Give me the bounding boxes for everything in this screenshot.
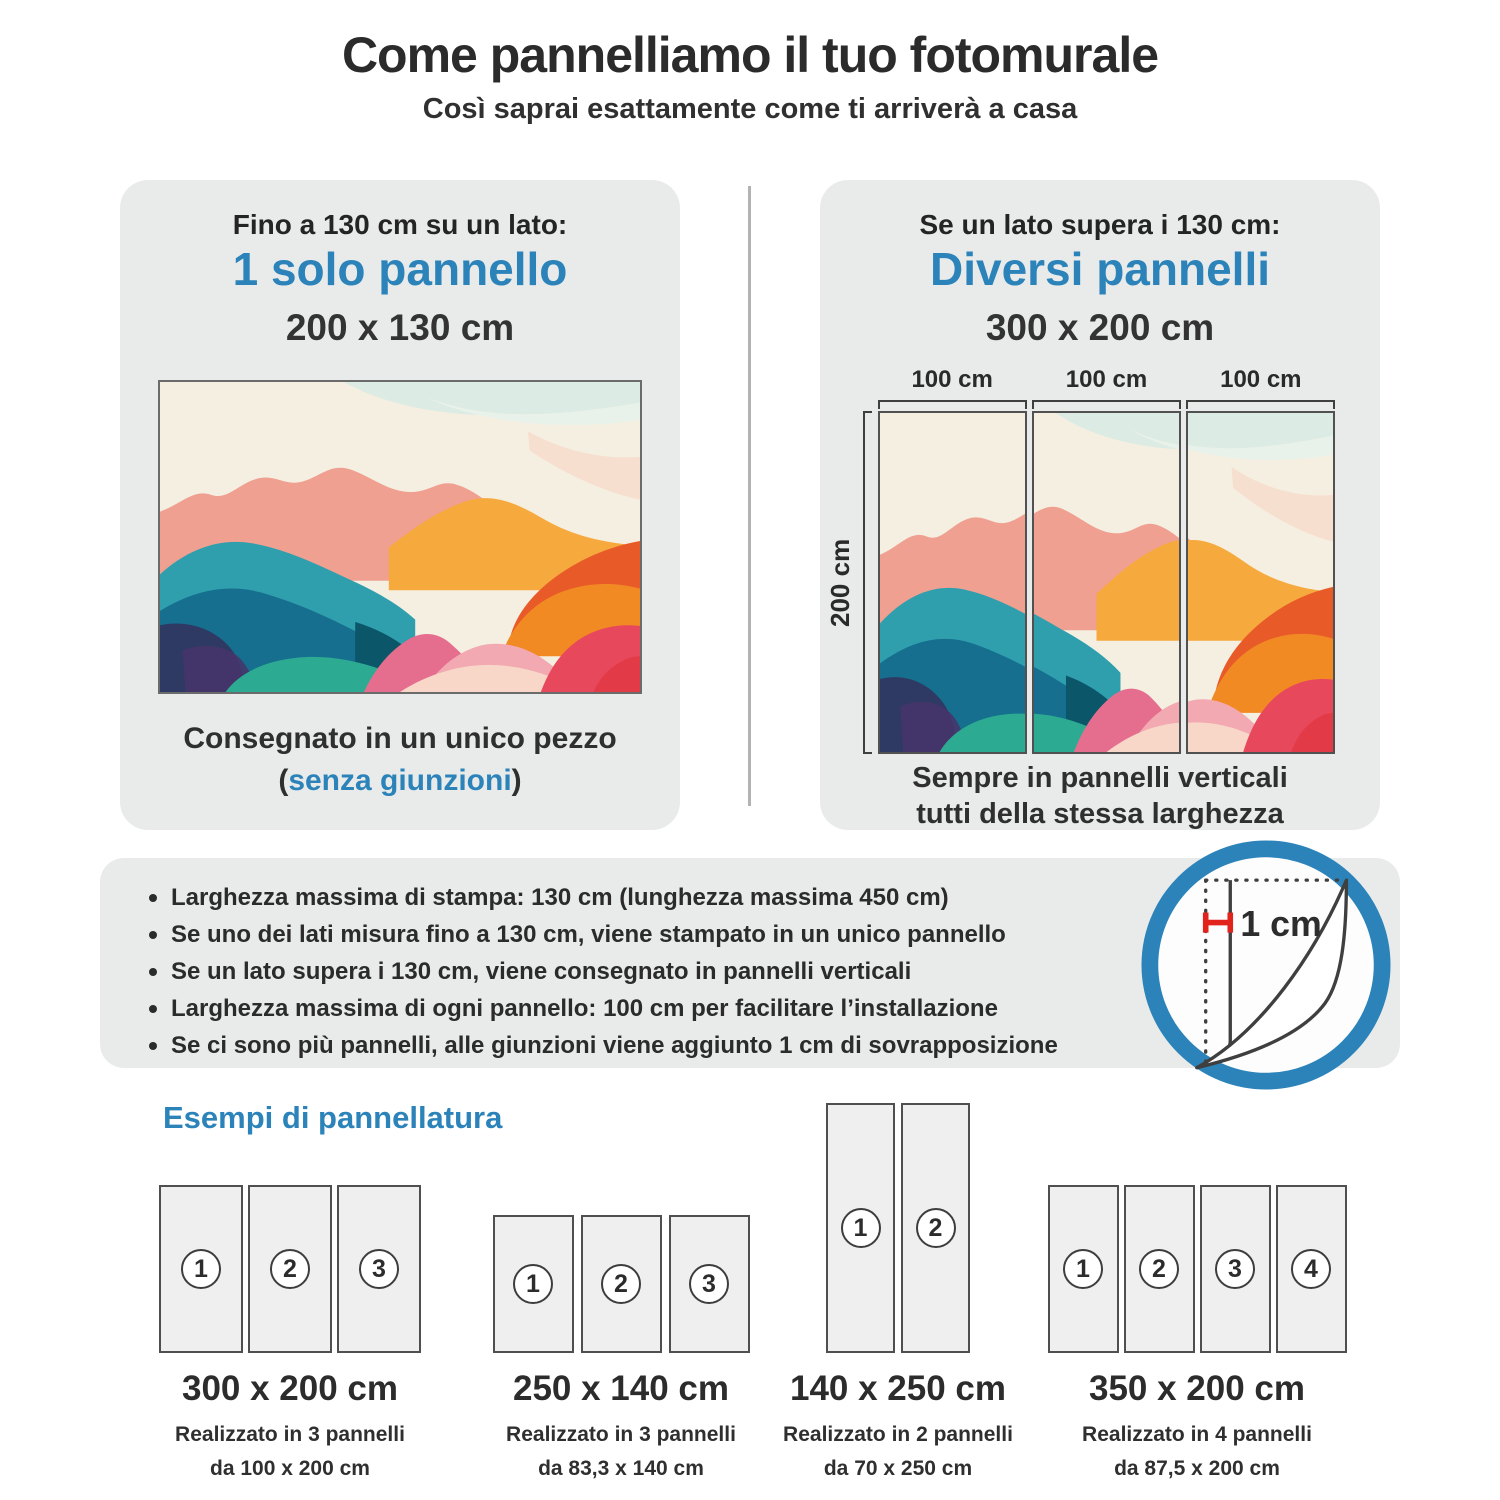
watercolor-artwork — [160, 382, 640, 692]
example-detail: da 83,3 x 140 cm — [538, 1457, 704, 1480]
example-panel — [669, 1215, 750, 1353]
mural-panel-3 — [1186, 411, 1335, 754]
width-bracket — [878, 400, 1027, 409]
mural-preview-single — [158, 380, 642, 694]
width-bracket — [1032, 400, 1181, 409]
example-panel — [159, 1185, 243, 1353]
panel-number-badge: 4 — [1291, 1249, 1331, 1289]
example-250x140 — [478, 1101, 764, 1485]
height-label: 200 cm — [824, 538, 855, 627]
example-300x200 — [140, 1101, 440, 1485]
multi-panel-size: 300 x 200 cm — [985, 307, 1215, 348]
info-bullet: Larghezza massima di stampa: 130 cm (lunghezza massima 450 cm) — [146, 879, 1400, 916]
overlap-label: 1 cm — [1240, 903, 1322, 944]
footer-highlight: senza giunzioni — [288, 764, 512, 797]
panel-number-badge: 1 — [513, 1264, 553, 1304]
panel-number-badge: 1 — [181, 1249, 221, 1289]
panel-group — [159, 1101, 421, 1353]
watercolor-artwork-slice-3 — [1188, 413, 1333, 752]
panel-number-badge: 1 — [841, 1208, 881, 1248]
watercolor-artwork-slice-2 — [1034, 413, 1179, 752]
page-header — [0, 26, 1500, 126]
mural-preview-panels — [878, 411, 1336, 754]
example-detail: Realizzato in 3 pannelli — [175, 1423, 405, 1446]
panel-number-badge: 2 — [601, 1264, 641, 1304]
info-bullet: Larghezza massima di ogni pannello: 100 cm per facilitare l’installazione — [146, 990, 1400, 1027]
example-panel — [248, 1185, 332, 1353]
example-detail: da 87,5 x 200 cm — [1114, 1457, 1280, 1480]
panel-number-badge: 2 — [270, 1249, 310, 1289]
panel-group — [826, 1101, 970, 1353]
example-panel — [1048, 1185, 1119, 1353]
page-subtitle: Così saprai esattamente come ti arriverà a casa — [422, 93, 1078, 125]
example-detail: Realizzato in 2 pannelli — [783, 1423, 1013, 1446]
panel-number-badge: 3 — [359, 1249, 399, 1289]
footer-line1: Consegnato in un unico pezzo — [183, 722, 617, 755]
width-label-2: 100 cm — [1065, 366, 1148, 393]
single-panel-size: 200 x 130 cm — [285, 307, 515, 348]
example-size: 250 x 140 cm — [512, 1369, 729, 1408]
example-detail: da 100 x 200 cm — [210, 1457, 370, 1480]
info-bullet: Se uno dei lati misura fino a 130 cm, viene stampato in un unico pannello — [146, 916, 1400, 953]
width-bracket — [1186, 400, 1335, 409]
multi-panel-subheading: Diversi pannelli — [929, 243, 1270, 295]
panel-number-badge: 1 — [1063, 1249, 1103, 1289]
page-curl-icon — [1132, 831, 1400, 1099]
measured-panels-diagram — [825, 366, 1336, 754]
example-panel — [901, 1103, 970, 1353]
vertical-divider — [748, 186, 751, 806]
panel-number-badge: 3 — [689, 1264, 729, 1304]
paren-close: ) — [511, 764, 522, 797]
page-title: Come pannelliamo il tuo fotomurale — [341, 27, 1159, 83]
example-size: 300 x 200 cm — [181, 1369, 398, 1408]
footer-line2: tutti della stessa larghezza — [916, 798, 1284, 830]
multi-panel-footer — [912, 760, 1288, 832]
width-brackets — [878, 398, 1336, 411]
width-label-1: 100 cm — [911, 366, 993, 393]
footer-line1: Sempre in pannelli verticali — [912, 762, 1288, 794]
height-bracket — [863, 411, 872, 754]
panel-group — [1048, 1101, 1347, 1353]
multi-panel-card — [820, 180, 1380, 830]
example-panel — [337, 1185, 421, 1353]
example-panel — [1200, 1185, 1271, 1353]
example-panel — [1276, 1185, 1347, 1353]
example-size: 140 x 250 cm — [789, 1369, 1006, 1408]
overlap-detail-badge — [1132, 831, 1400, 1099]
single-panel-subheading: 1 solo pannello — [232, 243, 568, 295]
watercolor-artwork-slice-1 — [880, 413, 1025, 752]
panel-number-badge: 2 — [916, 1208, 956, 1248]
panel-group — [493, 1101, 750, 1353]
panel-number-badge: 2 — [1139, 1249, 1179, 1289]
example-140x250 — [763, 1101, 1033, 1485]
example-panel — [581, 1215, 662, 1353]
width-label-3: 100 cm — [1220, 366, 1302, 393]
panel-number-badge: 3 — [1215, 1249, 1255, 1289]
paren-open: ( — [278, 764, 289, 797]
mural-panel-2 — [1032, 411, 1181, 754]
multi-panel-heading: Se un lato supera i 130 cm: — [919, 209, 1281, 240]
example-size: 350 x 200 cm — [1088, 1369, 1305, 1408]
example-detail: Realizzato in 4 pannelli — [1082, 1423, 1312, 1446]
width-labels — [878, 366, 1336, 398]
example-350x200 — [1032, 1101, 1362, 1485]
example-panel — [1124, 1185, 1195, 1353]
info-bullet: Se un lato supera i 130 cm, viene consegnato in pannelli verticali — [146, 953, 1400, 990]
example-detail: Realizzato in 3 pannelli — [506, 1423, 736, 1446]
info-bullet: Se ci sono più pannelli, alle giunzioni viene aggiunto 1 cm di sovrapposizione — [146, 1027, 1400, 1064]
examples-heading: Esempi di pannellatura — [163, 1100, 503, 1135]
single-panel-footer — [183, 718, 616, 802]
example-panel — [493, 1215, 574, 1353]
example-detail: da 70 x 250 cm — [823, 1457, 973, 1480]
example-panel — [826, 1103, 895, 1353]
single-panel-card — [120, 180, 680, 830]
mural-panel-1 — [878, 411, 1027, 754]
single-panel-heading: Fino a 130 cm su un lato: — [232, 209, 568, 240]
